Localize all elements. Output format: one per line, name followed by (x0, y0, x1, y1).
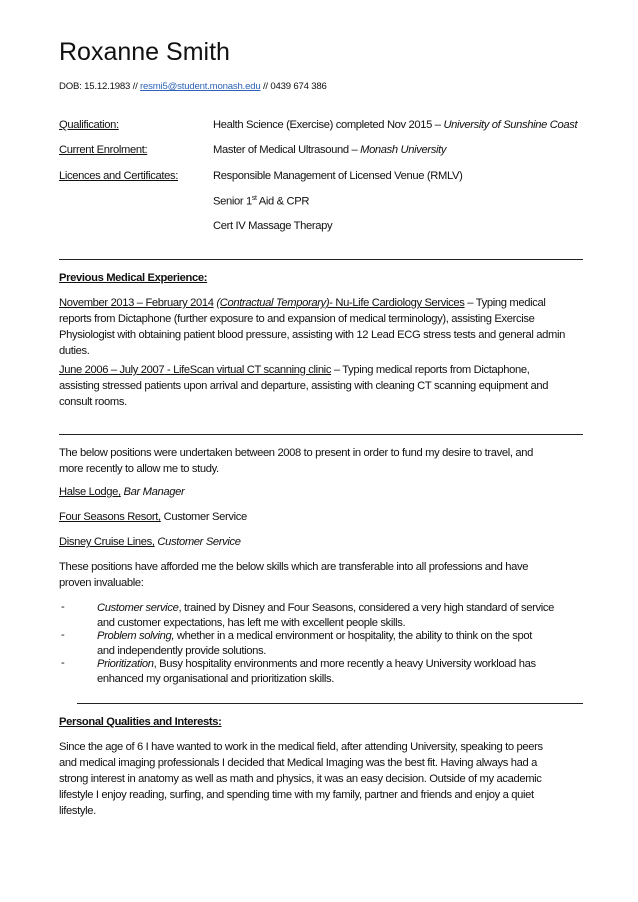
enrolment-label: Current Enrolment: (59, 144, 148, 156)
skill-text: , Busy hospitality environments and more recently a heavy University workload has (153, 658, 536, 670)
job-dates: November 2013 – February 2014 (59, 297, 214, 309)
section-divider (77, 703, 583, 704)
section-divider (59, 259, 583, 260)
personal-line: strong interest in anatomy as well as math and physics, it was an easy decision. Outside of my academic (59, 773, 542, 785)
skill-text: whether in a medical environment or hospitality, the ability to think on the spot (174, 630, 533, 642)
dob: DOB: 15.12.1983 // (59, 81, 138, 92)
licence-text: Senior 1 (213, 195, 252, 208)
skill-title: Problem solving, (97, 630, 175, 642)
job-type: (Contractual Temporary) (216, 297, 330, 309)
licences-label: Licences and Certificates: (59, 170, 178, 182)
licence-superscript: st (251, 195, 257, 202)
personal-heading: Personal Qualities and Interests: (59, 716, 222, 728)
position-role: Customer Service (154, 536, 241, 548)
medical-job-2 (59, 362, 589, 410)
skills-intro (59, 559, 589, 591)
licence-text: Aid & CPR (256, 195, 310, 208)
skill-text: and customer expectations, has left me with excellent people skills. (97, 616, 406, 629)
position-role: Customer Service (160, 511, 247, 523)
bullet-dash: - (61, 601, 65, 613)
enrolment-value (213, 144, 446, 156)
qualification-label: Qualification: (59, 119, 119, 131)
skills-intro-line: These positions have afforded me the below skills which are transferable into all professions and have (59, 561, 529, 573)
position-halse-lodge (59, 486, 184, 498)
enrolment-institution: Monash University (360, 144, 447, 156)
job-description: duties. (59, 345, 90, 357)
qualification-institution: University of Sunshine Coast (443, 119, 578, 131)
licence-item (213, 195, 309, 208)
medical-job-1 (59, 295, 589, 359)
skill-text: , trained by Disney and Four Seasons, considered a very high standard of service (178, 602, 555, 614)
positions-intro (59, 445, 589, 477)
candidate-name: Roxanne Smith (59, 38, 230, 66)
position-disney (59, 536, 241, 548)
personal-line: lifestyle I enjoy reading, surfing, and spending time with my family, partner and friends and enjoy a quiet (59, 789, 534, 801)
licence-item: Cert IV Massage Therapy (213, 220, 333, 232)
job-description: consult rooms. (59, 396, 127, 408)
qualification-value (213, 119, 577, 131)
email-link[interactable]: resmi5@student.monash.edu (140, 81, 261, 92)
personal-line: lifestyle. (59, 805, 96, 817)
job-employer: - Nu-Life Cardiology Services (329, 297, 465, 309)
bullet-dash: - (61, 629, 65, 641)
qualification-degree: Health Science (Exercise) completed Nov 2015 – (213, 119, 441, 131)
position-employer: Disney Cruise Lines, (59, 536, 155, 548)
enrolment-degree: Master of Medical Ultrasound – (213, 144, 358, 156)
personal-line: Since the age of 6 I have wanted to work in the medical field, after attending University, speaking to peers (59, 741, 543, 753)
contact-line (59, 81, 327, 92)
medical-heading: Previous Medical Experience: (59, 272, 208, 284)
job-dates: June 2006 – July 2007 (59, 364, 165, 376)
phone: // 0439 674 386 (262, 81, 327, 92)
job-employer: - LifeScan virtual CT scanning clinic (164, 364, 332, 376)
intro-line: more recently to allow me to study. (59, 463, 219, 475)
position-four-seasons (59, 511, 247, 523)
skill-title: Prioritization (97, 658, 154, 670)
job-description: – Typing medical reports from Dictaphone, (331, 364, 530, 376)
personal-line: and medical imaging professionals I decided that Medical Imaging was the best fit. Having always had a (59, 757, 537, 769)
skills-intro-line: proven invaluable: (59, 577, 144, 589)
bullet-dash: - (61, 657, 65, 669)
skill-title: Customer service (97, 602, 179, 614)
skill-text: enhanced my organisational and prioritization skills. (97, 672, 335, 685)
job-description: reports from Dictaphone (further exposure to and expansion of medical terminology), assisting Exercise (59, 313, 535, 325)
personal-paragraph (59, 739, 589, 819)
position-employer: Halse Lodge, (59, 486, 121, 498)
job-description: assisting stressed patients upon arrival and departure, assisting with cleaning CT scanning equipment and (59, 380, 549, 392)
job-description: – Typing medical (464, 297, 546, 309)
position-employer: Four Seasons Resort, (59, 511, 161, 523)
licence-item: Responsible Management of Licensed Venue (RMLV) (213, 170, 463, 182)
position-role: Bar Manager (120, 486, 185, 498)
intro-line: The below positions were undertaken between 2008 to present in order to fund my desire to travel, and (59, 447, 533, 459)
job-description: Physiologist with obtaining patient blood pressure, assisting with 12 Lead ECG stress tests and general admin (59, 329, 565, 341)
skill-text: and independently provide solutions. (97, 644, 267, 657)
section-divider (59, 434, 583, 435)
